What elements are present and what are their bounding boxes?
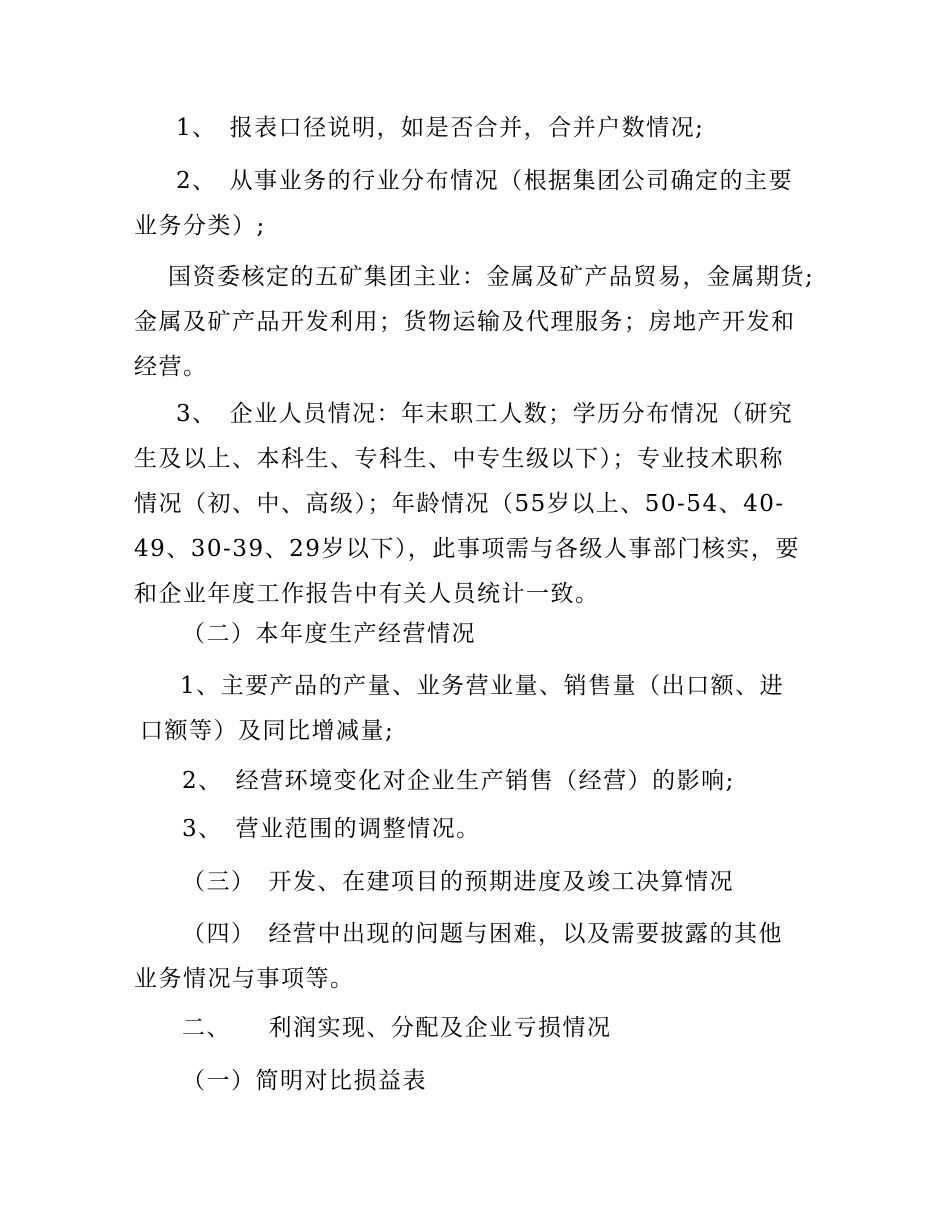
text-line: 金属及矿产品开发利用；货物运输及代理服务；房地产开发和 [134,309,796,335]
section-heading-operations [134,612,824,657]
paragraph-report-scope [134,106,824,151]
text-line: 业务情况与事项等。 [134,966,355,992]
text-line: 经营。 [134,354,208,380]
text-line: 情况（初、中、高级）；年龄情况（55岁以上、50-54、40- [134,491,785,517]
paragraph-staff-info [134,392,824,617]
section-heading-problems [134,912,824,1002]
text-line: 49、30-39、29岁以下），此事项需与各级人事部门核实，要 [134,536,800,562]
text-line: 3、 企业人员情况：年末职工人数；学历分布情况（研究 [176,401,794,427]
paragraph-industry-distribution [134,159,824,249]
text-line: 1、 报表口径说明，如是否合并，合并户数情况; [176,115,705,141]
paragraph-scope-adjustment [134,807,824,852]
text-line: 1、主要产品的产量、业务营业量、销售量（出口额、进 [180,673,785,699]
paragraph-environment-impact [134,759,824,804]
section-heading-projects [134,860,824,905]
section-heading-profit [134,1006,824,1051]
section-heading-income-statement [134,1059,824,1104]
text-line: 3、 营业范围的调整情况。 [182,816,481,842]
text-line: 和企业年度工作报告中有关人员统计一致。 [134,581,600,607]
text-line: （四） 经营中出现的问题与困难，以及需要披露的其他 [182,921,783,947]
text-line: 2、 从事业务的行业分布情况（根据集团公司确定的主要 [176,168,794,194]
text-line: 国资委核定的五矿集团主业：金属及矿产品贸易，金属期货; [168,264,815,290]
text-line: （三） 开发、在建项目的预期进度及竣工决算情况 [182,869,734,895]
text-line: （一）简明对比损益表 [182,1068,427,1094]
paragraph-main-business [134,255,824,390]
text-line: 业务分类）; [134,213,266,239]
text-line: （二）本年度生产经营情况 [182,621,476,647]
text-line: 二、 利润实现、分配及企业亏损情况 [182,1015,612,1041]
text-line: 生及以上、本科生、专科生、中专生级以下）；专业技术职称 [134,446,784,472]
paragraph-output-volume [134,664,824,754]
text-line: 口额等）及同比增减量; [140,718,395,744]
text-line: 2、 经营环境变化对企业生产销售（经营）的影响; [182,768,735,794]
